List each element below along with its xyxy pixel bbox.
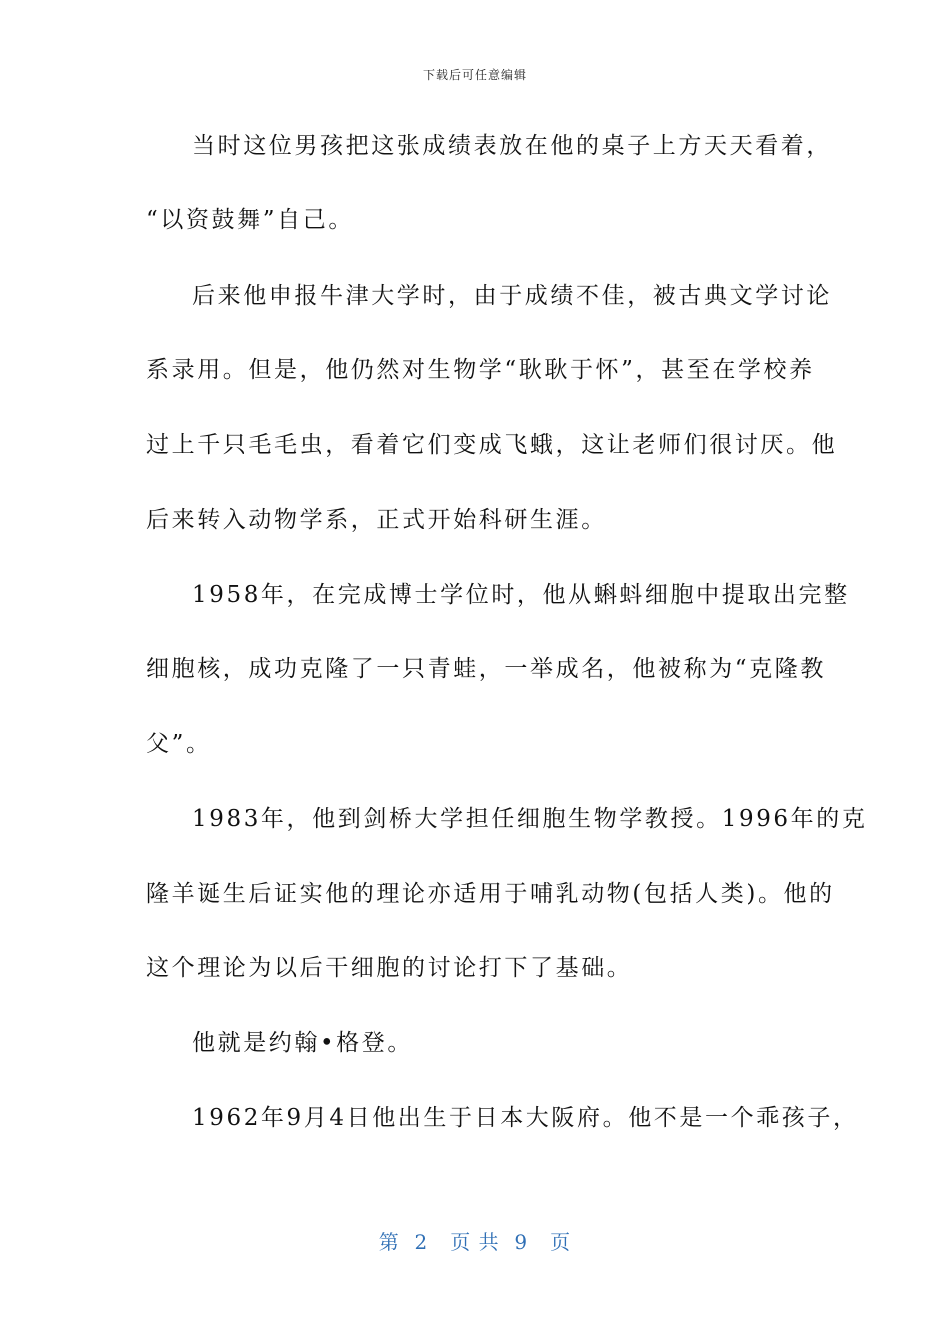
text-line: 1983年，他到剑桥大学担任细胞生物学教授。1996年的克 bbox=[192, 806, 868, 832]
text-line: “以资鼓舞”自己。 bbox=[146, 207, 354, 233]
page-header: 下载后可任意编辑 bbox=[422, 68, 527, 82]
text-line: 系录用。但是，他仍然对生物学“耿耿于怀”，甚至在学校养 bbox=[146, 357, 815, 383]
text-line: 当时这位男孩把这张成绩表放在他的桌子上方天天看着， bbox=[192, 133, 832, 159]
text-line: 父”。 bbox=[146, 731, 212, 757]
text-line: 过上千只毛毛虫，看着它们变成飞蛾，这让老师们很讨厌。他 bbox=[146, 432, 838, 458]
page-number-footer: 第 2 页 共 9 页 bbox=[378, 1230, 572, 1254]
text-line: 这个理论为以后干细胞的讨论打下了基础。 bbox=[146, 955, 633, 981]
text-line: 1958年，在完成博士学位时，他从蝌蚪细胞中提取出完整 bbox=[192, 582, 850, 608]
text-line: 细胞核，成功克隆了一只青蛙，一举成名，他被称为“克隆教 bbox=[146, 656, 826, 682]
text-line: 他就是约翰•格登。 bbox=[192, 1030, 413, 1056]
text-line: 后来他申报牛津大学时，由于成绩不佳，被古典文学讨论 bbox=[192, 283, 832, 309]
text-line: 后来转入动物学系，正式开始科研生涯。 bbox=[146, 507, 607, 533]
text-line: 隆羊诞生后证实他的理论亦适用于哺乳动物(包括人类)。他的 bbox=[146, 881, 835, 907]
text-line: 1962年9月4日他出生于日本大阪府。他不是一个乖孩子， bbox=[192, 1105, 859, 1131]
